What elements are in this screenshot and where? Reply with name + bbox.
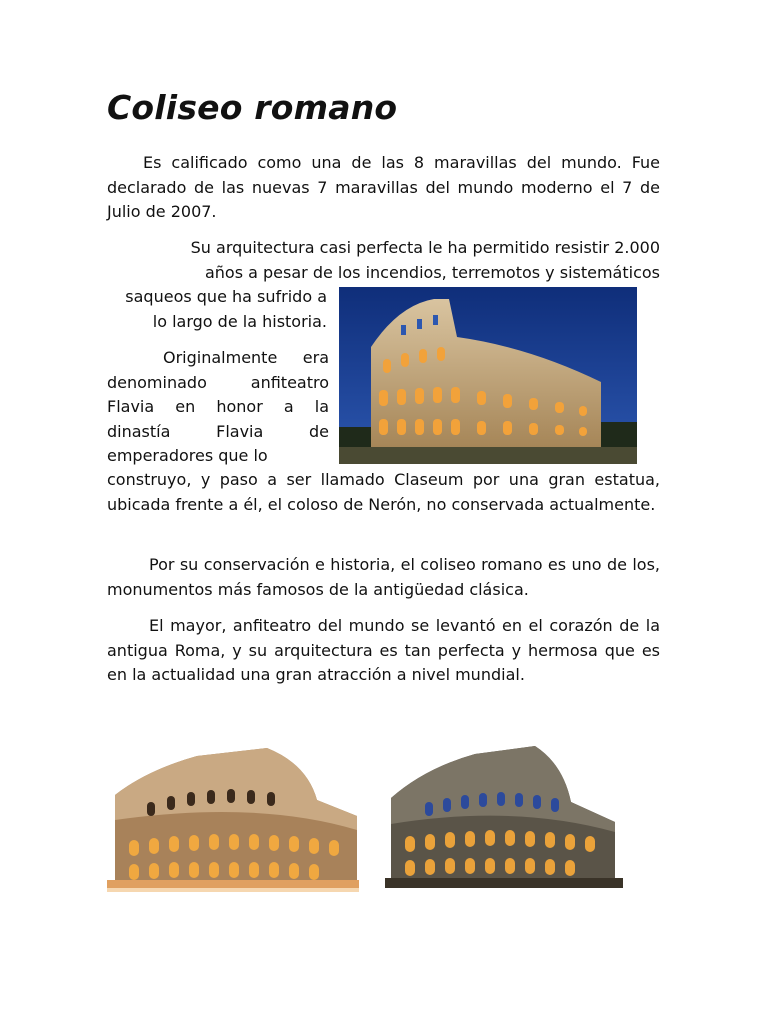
paragraph-3-wrapped — [107, 346, 329, 469]
colosseum-dusk-photo-right — [385, 740, 623, 892]
paragraph-5-text: El mayor, anfiteatro del mundo se levantó en el corazón de la antigua Roma, y su arquitectura es tan perfecta y hermosa que es en la actualidad una gran atracción a nivel mundial. — [107, 616, 660, 684]
paragraph-1 — [107, 151, 660, 225]
paragraph-2-line-1: Su arquitectura casi perfecta le ha permitido resistir 2.000 — [190, 238, 660, 257]
paragraph-3-continued: construyo, y paso a ser llamado Claseum por una gran estatua, ubicada frente a él, el coloso de Nerón, no conservada actualmente. — [107, 470, 660, 514]
paragraph-4 — [107, 553, 660, 602]
paragraph-4-text: Por su conservación e historia, el coliseo romano es uno de los, monumentos más famosos de la antigüedad clásica. — [107, 555, 660, 599]
paragraph-2-line-2: años a pesar de los incendios, terremotos y sistemáticos — [204, 262, 660, 282]
colosseum-night-photo — [339, 287, 637, 464]
paragraph-1-text: Es calificado como una de las 8 maravillas del mundo. Fue declarado de las nuevas 7 maravillas del mundo moderno el 7 de Julio de 2007. — [107, 153, 660, 221]
paragraph-2-tail: saqueos que ha sufrido a lo largo de la historia. — [125, 287, 327, 331]
paragraph-3-wrap-text: Originalmente era denominado anfiteatro Flavia en honor a la dinastía Flavia de emperadores que lo — [107, 348, 329, 465]
paragraph-2-head — [107, 236, 660, 285]
paragraph-5 — [107, 614, 660, 688]
page-title: Coliseo romano — [107, 88, 398, 127]
colosseum-evening-photo-left — [107, 740, 359, 896]
